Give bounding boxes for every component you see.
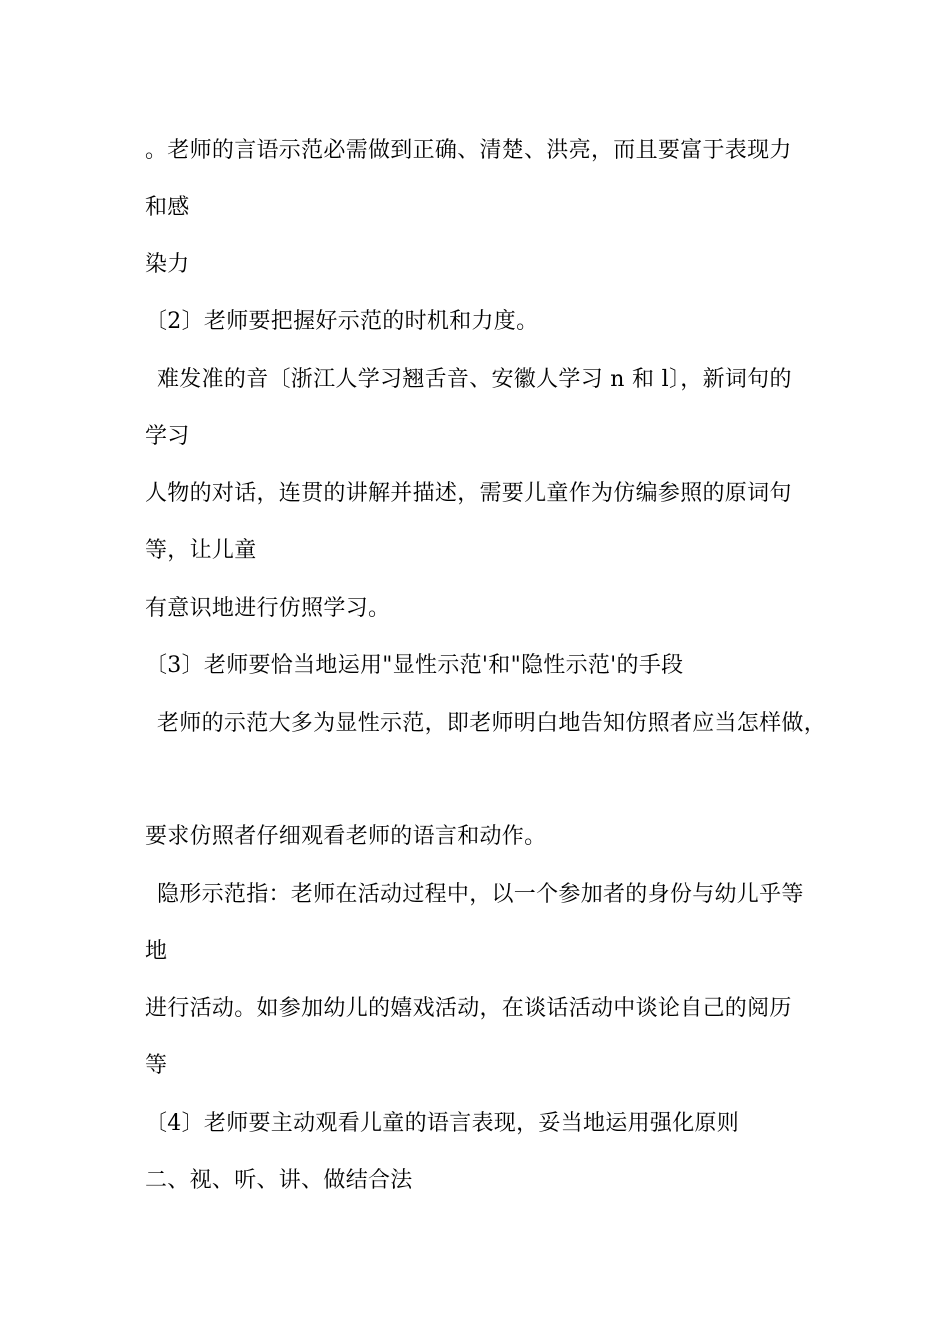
section-heading: 〔2〕老师要把握好示范的时机和力度。 bbox=[145, 309, 539, 334]
text-line: 有意识地进行仿照学习。 bbox=[145, 596, 391, 621]
text-line: 等，让儿童 bbox=[145, 538, 257, 563]
section-heading: 〔4〕老师要主动观看儿童的语言表现，妥当地运用强化原则 bbox=[145, 1111, 740, 1136]
text-line: 地 bbox=[145, 939, 168, 964]
text-line: 隐形示范指：老师在活动过程中，以一个参加者的身份与幼儿乎等 bbox=[157, 882, 804, 907]
text-line: 染力 bbox=[145, 252, 190, 277]
text-line: 等 bbox=[145, 1053, 168, 1078]
text-line: 。老师的言语示范必需做到正确、清楚、洪亮，而且要富于表现力 bbox=[145, 138, 792, 163]
text-line: 进行活动。如参加幼儿的嬉戏活动，在谈话活动中谈论自己的阅历 bbox=[145, 996, 792, 1021]
text-line: 要求仿照者仔细观看老师的语言和动作。 bbox=[145, 824, 547, 849]
text-line: 人物的对话，连贯的讲解并描述，需要儿童作为仿编参照的原词句 bbox=[145, 481, 792, 506]
text-line: 和感 bbox=[145, 195, 190, 220]
text-line: 学习 bbox=[145, 424, 190, 449]
section-heading: 〔3〕老师要恰当地运用"显性示范'和"隐性示范'的手段 bbox=[145, 653, 684, 678]
section-heading: 二、视、听、讲、做结合法 bbox=[145, 1168, 413, 1193]
text-line: 老师的示范大多为显性示范，即老师明白地告知仿照者应当怎样做， bbox=[157, 711, 827, 736]
text-line: 难发准的音〔浙江人学习翘舌音、安徽人学习 n 和 l〕，新词句的 bbox=[157, 367, 792, 392]
